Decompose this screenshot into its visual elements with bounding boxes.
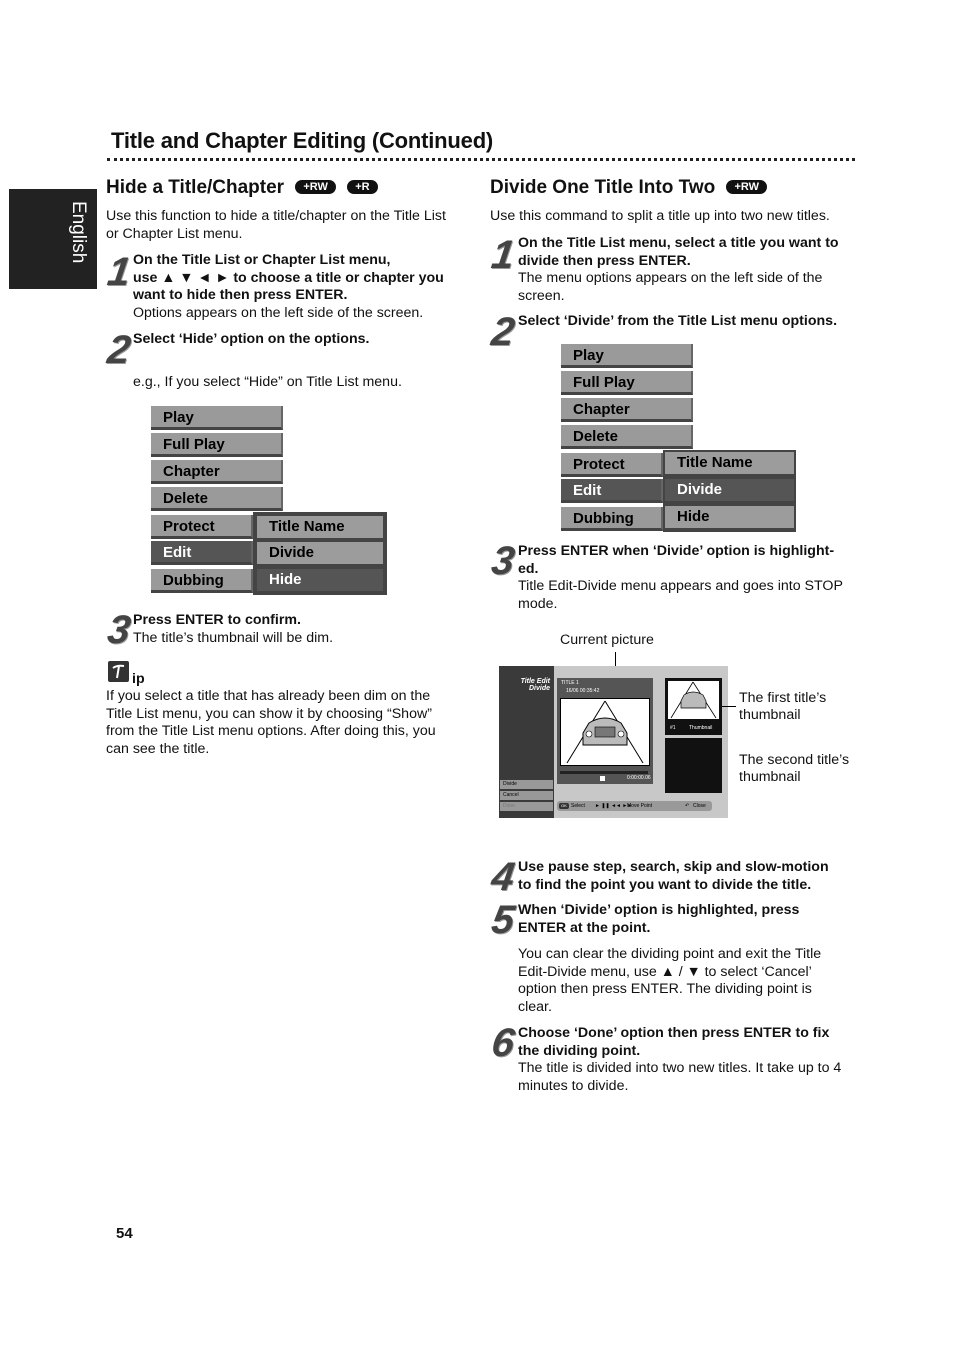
callout-second-1: The second title’s — [739, 752, 850, 768]
hide-step1 — [133, 252, 463, 322]
first-thumbnail — [665, 678, 722, 735]
screen-header — [521, 678, 550, 692]
step-number: 2 — [104, 328, 134, 372]
screen-help-bar — [557, 801, 712, 811]
divide-step6 — [518, 1025, 853, 1095]
example-caption: e.g., If you select “Hide” on Title List menu. — [133, 374, 402, 390]
step-bold: Press ENTER to confirm. — [133, 612, 301, 628]
edit-submenu — [253, 512, 387, 595]
menu-item-dubbing[interactable]: Dubbing — [151, 569, 253, 593]
language-tab-label: English — [68, 201, 89, 264]
screen-header-2: Divide — [528, 685, 550, 692]
callout-line — [722, 706, 736, 707]
help-close: Close — [693, 803, 706, 809]
submenu-hide[interactable]: Hide — [257, 569, 383, 591]
step-bold: ENTER at the point. — [518, 919, 651, 936]
menu-item-full-play[interactable]: Full Play — [151, 433, 283, 457]
tip-label: ip — [132, 671, 145, 687]
step-bold: Press ENTER when ‘Divide’ option is highlight- — [518, 543, 835, 559]
divide-intro: Use this command to split a title up into two new titles. — [490, 208, 830, 224]
divide-section-heading — [490, 177, 767, 199]
step-text: Title Edit-Divide menu appears and goes into STOP mode. — [518, 578, 843, 612]
step-number: 5 — [488, 898, 518, 942]
step-text: The menu options appears on the left side of the screen. — [518, 270, 823, 304]
step-text: Options appears on the left side of the screen. — [133, 304, 424, 321]
step-bold: want to hide then press ENTER. — [133, 287, 348, 304]
step-number: 3 — [104, 608, 134, 652]
rw-badge: +RW — [726, 180, 767, 194]
screen-time: 0:00:00.06 — [627, 775, 651, 781]
step-bold: divide then press ENTER. — [518, 252, 691, 269]
help-move-point: Move Point — [627, 803, 653, 809]
page-number: 54 — [116, 1225, 133, 1242]
help-select: Select — [571, 803, 585, 809]
r-badge: +R — [347, 180, 377, 194]
transport-icons: ► ❚❚ ◄◄ ►► — [595, 803, 633, 809]
submenu-divide[interactable]: Divide — [665, 479, 794, 501]
step-bold: use ▲ ▼ ◄ ► to choose a title or chapter you — [133, 269, 444, 286]
divide-heading-text: Divide One Title Into Two — [490, 177, 716, 198]
step-bold: On the Title List menu, select a title you want to — [518, 235, 839, 251]
menu-item-chapter[interactable]: Chapter — [561, 398, 693, 422]
hide-intro: Use this function to hide a title/chapter on the Title List or Chapter List menu. — [106, 208, 446, 242]
hide-section-heading — [106, 177, 378, 199]
step-bold: Use pause step, search, skip and slow-motion — [518, 859, 829, 875]
ok-icon: OK — [559, 803, 569, 809]
step-number: 6 — [488, 1021, 518, 1065]
step-bold: Choose ‘Done’ option then press ENTER to fix — [518, 1025, 830, 1041]
return-icon: ↶ — [685, 803, 690, 809]
step-bold: On the Title List or Chapter List menu, — [133, 252, 391, 268]
option-cancel[interactable]: Cancel — [500, 791, 553, 800]
menu-item-play[interactable]: Play — [151, 406, 283, 430]
tip-text: If you select a title that has already been dim on the Title List menu, you can show it by choosing “Show” from the Title List menu options. After doing this, you can see the title. — [106, 688, 436, 757]
video-pane — [557, 678, 653, 784]
hide-step2: Select ‘Hide’ option on the options. — [133, 331, 370, 347]
step-bold: When ‘Divide’ option is highlighted, press — [518, 902, 800, 918]
callout-current-picture: Current picture — [560, 632, 654, 648]
callout-first-1: The first title’s — [739, 690, 827, 706]
menu-item-full-play[interactable]: Full Play — [561, 371, 693, 395]
current-picture — [560, 698, 650, 766]
thumb-number: #1 — [670, 725, 676, 731]
divide-step4 — [518, 859, 858, 894]
hide-step3 — [133, 612, 333, 647]
screen-header-1: Title Edit — [520, 678, 550, 685]
edit-submenu — [663, 450, 796, 532]
step-bold: the dividing point. — [518, 1042, 641, 1059]
submenu-title-name[interactable]: Title Name — [257, 516, 383, 538]
first-thumbnail-image — [668, 681, 719, 719]
menu-item-edit[interactable]: Edit — [151, 541, 253, 565]
callout-second-2: thumbnail — [739, 769, 801, 785]
menu-item-delete[interactable]: Delete — [151, 487, 283, 511]
screen-side-panel — [499, 666, 554, 818]
step-number: 2 — [488, 310, 518, 354]
language-tab — [9, 189, 97, 289]
stop-icon — [600, 776, 605, 781]
menu-item-edit[interactable]: Edit — [561, 479, 663, 503]
divide-step1 — [518, 235, 858, 305]
step-text: You can clear the dividing point and exit the Title Edit-Divide menu, use ▲ / ▼ to select ‘Cancel’ option then press ENTER. The dividing point is clear. — [518, 946, 822, 1015]
submenu-title-name[interactable]: Title Name — [665, 452, 794, 474]
step-bold: to find the point you want to divide the title. — [518, 876, 812, 893]
divide-step3 — [518, 543, 858, 613]
screen-title-info: 16/06 00:35:42 — [566, 688, 600, 694]
step-number: 1 — [488, 233, 518, 277]
progress-bar — [560, 771, 648, 774]
step-number: 4 — [488, 855, 518, 899]
second-thumbnail — [665, 738, 722, 793]
menu-item-protect[interactable]: Protect — [151, 515, 253, 539]
divide-step2: Select ‘Divide’ from the Title List menu options. — [518, 313, 838, 329]
thumb-label: Thumbnail — [689, 725, 713, 731]
rw-badge: +RW — [295, 180, 336, 194]
step-number: 1 — [104, 250, 134, 294]
step-number: 3 — [488, 539, 518, 583]
callout-first-2: thumbnail — [739, 707, 801, 723]
option-divide[interactable]: Divide — [500, 780, 553, 789]
submenu-divide[interactable]: Divide — [257, 542, 383, 564]
step-bold: ed. — [518, 560, 539, 577]
menu-item-protect[interactable]: Protect — [561, 453, 663, 477]
screen-title-label: TITLE 1 — [561, 680, 579, 686]
hide-heading-text: Hide a Title/Chapter — [106, 177, 285, 198]
menu-item-dubbing[interactable]: Dubbing — [561, 507, 663, 531]
callout-second-thumbnail — [739, 752, 849, 786]
submenu-hide[interactable]: Hide — [665, 506, 794, 528]
tip-icon — [108, 661, 129, 682]
menu-item-play[interactable]: Play — [561, 344, 693, 368]
step-text: The title’s thumbnail will be dim. — [133, 629, 334, 646]
step-text: The title is divided into two new titles. It take up to 4 minutes to divide. — [518, 1060, 842, 1094]
option-done[interactable]: Done — [500, 802, 553, 811]
title-edit-divide-screen — [499, 666, 728, 818]
dotted-divider — [107, 158, 855, 161]
menu-item-delete[interactable]: Delete — [561, 425, 693, 449]
callout-first-thumbnail — [739, 690, 826, 724]
divide-step5 — [518, 902, 848, 1017]
menu-item-chapter[interactable]: Chapter — [151, 460, 283, 484]
page-title: Title and Chapter Editing (Continued) — [111, 128, 494, 153]
